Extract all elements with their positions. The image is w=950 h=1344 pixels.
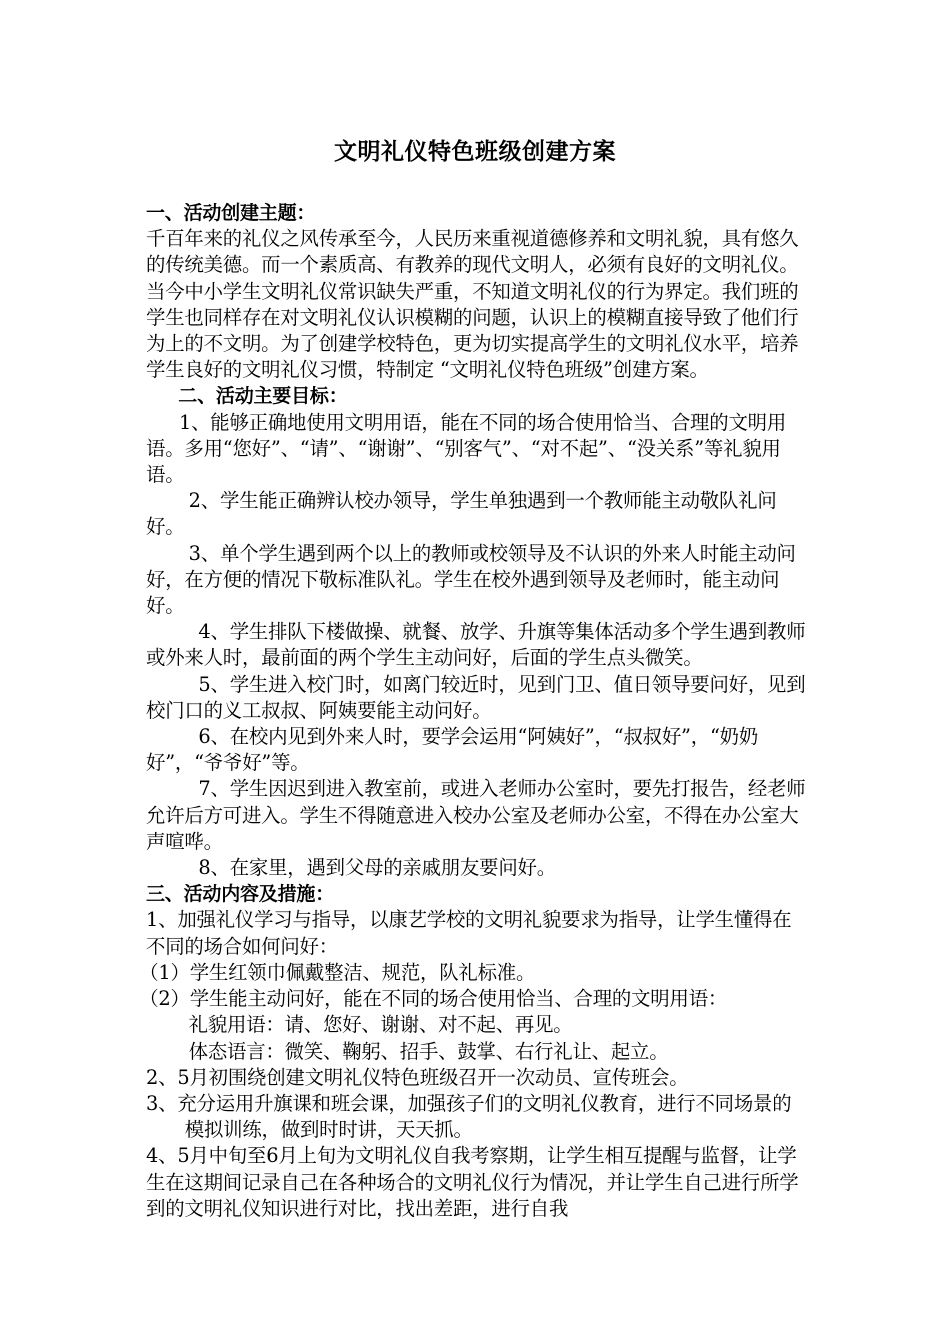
measure-item-4: 4、5月中旬至6月上旬为文明礼仪自我考察期，让学生相互提醒与监督，让学生在这期间记录自己在各种场合的文明礼仪行为情况，并让学生自己进行所学到的文明礼仪知识进行对比，找出差距，进行自我 [146,1144,799,1220]
goal-item-2: 2、学生能正确辨认校办领导，学生单独遇到一个教师能主动敬队礼问好。 [146,489,777,539]
document-title: 文明礼仪特色班级创建方案 [334,139,616,165]
measure-item-3: 3、充分运用升旗课和班会课，加强孩子们的文明礼仪教育，进行不同场景的模拟训练，做到时时讲，天天抓。 [146,1091,792,1142]
goal-item-3: 3、单个学生遇到两个以上的教师或校领导及不认识的外来人时能主动问好，在方便的情况下敬标准队礼。学生在校外遇到领导及老师时，能主动问好。 [146,541,796,618]
goal-item-4: 4、学生排队下楼做操、就餐、放学、升旗等集体活动多个学生遇到教师或外来人时，最前面的两个学生主动问好，后面的学生点头微笑。 [146,620,806,670]
measure-item-1: 1、加强礼仪学习与指导，以康艺学校的文明礼貌要求为指导，让学生懂得在不同的场合如何问好： [146,908,792,958]
measure-sub-1: （1）学生红领巾佩戴整洁、规范，队礼标准。 [139,960,536,984]
measure-sub-2: （2）学生能主动问好，能在不同的场合使用恰当、合理的文明用语： [139,987,728,1011]
goal-item-1: 1、能够正确地使用文明用语，能在不同的场合使用恰当、合理的文明用语。多用“您好”、“请”、“谢谢”、“别客气”、“对不起”、“没关系”等礼貌用语。 [146,410,787,487]
section3-heading: 三、活动内容及措施： [146,883,335,906]
goal-item-7: 7、学生因迟到进入教室前，或进入老师办公室时，要先打报告，经老师允许后方可进入。学生不得随意进入校办公室及老师办公室，不得在办公室大声喧哗。 [146,777,806,853]
body-language: 体态语言：微笑、鞠躬、招手、鼓掌、右行礼让、起立。 [188,1039,669,1063]
section2-heading: 二、活动主要目标： [178,385,348,408]
section1-heading: 一、活动创建主题： [146,202,316,224]
polite-words: 礼貌用语：请、您好、谢谢、对不起、再见。 [188,1013,573,1037]
goal-item-6: 6、在校内见到外来人时，要学会运用“阿姨好”，“叔叔好”，“奶奶好”，“爷爷好”等。 [146,725,759,775]
measure-item-2: 2、5月初围绕创建文明礼仪特色班级召开一次动员、宣传班会。 [146,1065,689,1089]
goal-item-5: 5、学生进入校门时，如离门较近时，见到门卫、值日领导要问好，见到校门口的义工叔叔、阿姨要能主动问好。 [146,672,806,722]
section1-paragraph: 千百年来的礼仪之风传承至今，人民历来重视道德修养和文明礼貌，具有悠久的传统美德。而一个素质高、有教养的现代文明人，必须有良好的文明礼仪。当今中小学生文明礼仪常识缺失严重，不知道文明礼仪的行为界定。我们班的学生也同样存在对文明礼仪认识模糊的问题，认识上的模糊直接导致了他们行为上的不文明。为了创建学校特色，更为切实提高学生的文明礼仪水平，培养学生良好的文明礼仪习惯，特制定 “文明礼仪特色班级”创建方案。 [146,227,799,382]
goal-item-8: 8、在家里，遇到父母的亲戚朋友要问好。 [198,856,556,880]
document-body [139,200,808,1222]
